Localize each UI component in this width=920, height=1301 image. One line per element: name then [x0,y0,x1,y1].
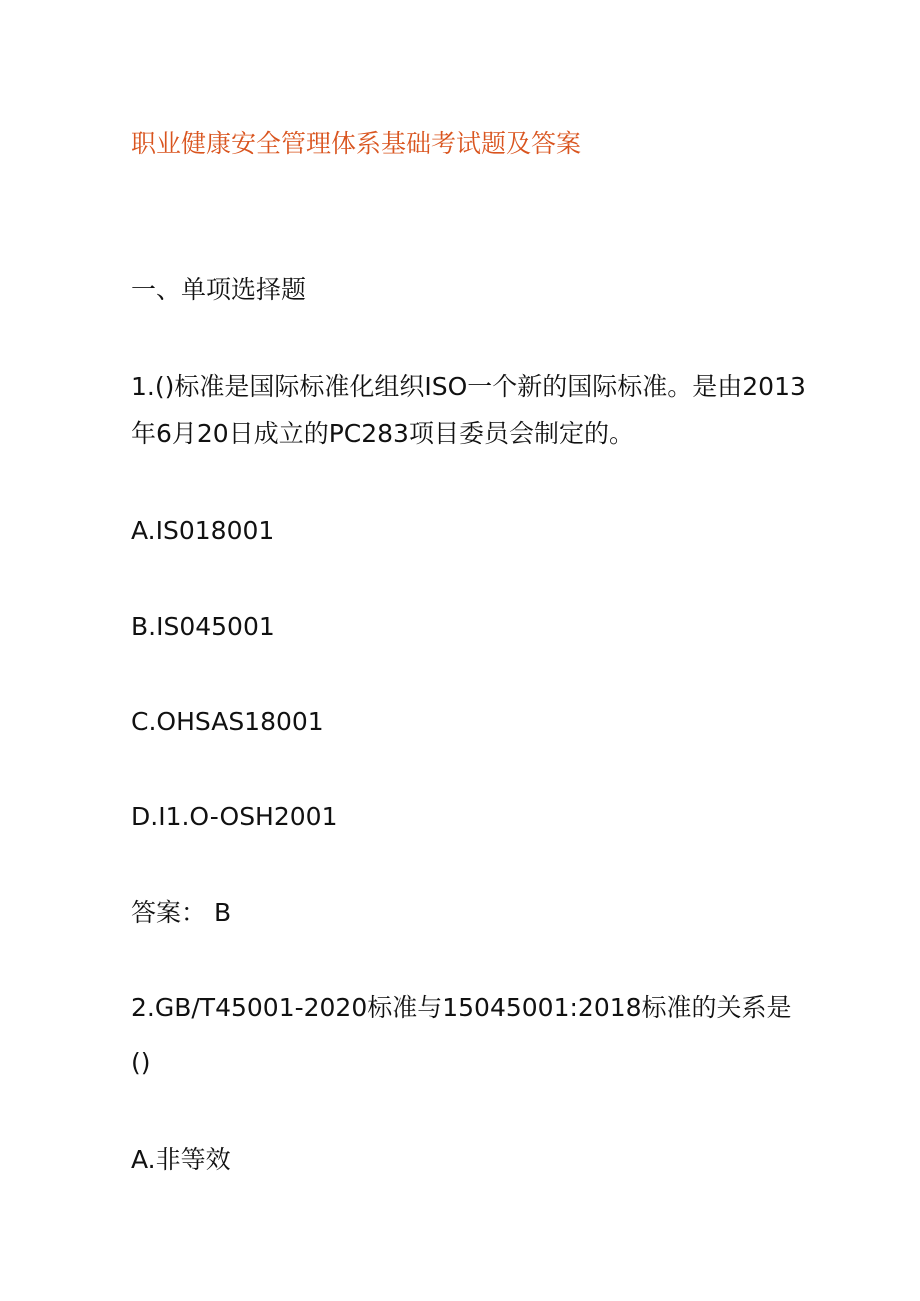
question-1-stem-line-2: 年6月20日成立的PC283项目委员会制定的。 [131,419,634,448]
question-1-answer: 答案： B [131,898,232,927]
section-heading: 一、单项选择题 [131,275,307,304]
document-title: 职业健康安全管理体系基础考试题及答案 [131,129,582,158]
question-2-stem-line-1: 2.GB/T45001-2020标准与15045001:2018标准的关系是 [131,993,792,1022]
question-1-stem-line-1: 1.()标准是国际标准化组织ISO一个新的国际标准。是由2013 [131,372,806,401]
question-1-option-d: D.I1.O-OSH2001 [131,802,338,831]
question-1-option-b: B.IS045001 [131,612,275,641]
question-1-option-a: A.IS018001 [131,516,275,545]
question-1-option-c: C.OHSAS18001 [131,707,324,736]
question-2-option-a: A.非等效 [131,1145,231,1174]
question-2-stem-line-2: () [131,1048,151,1077]
